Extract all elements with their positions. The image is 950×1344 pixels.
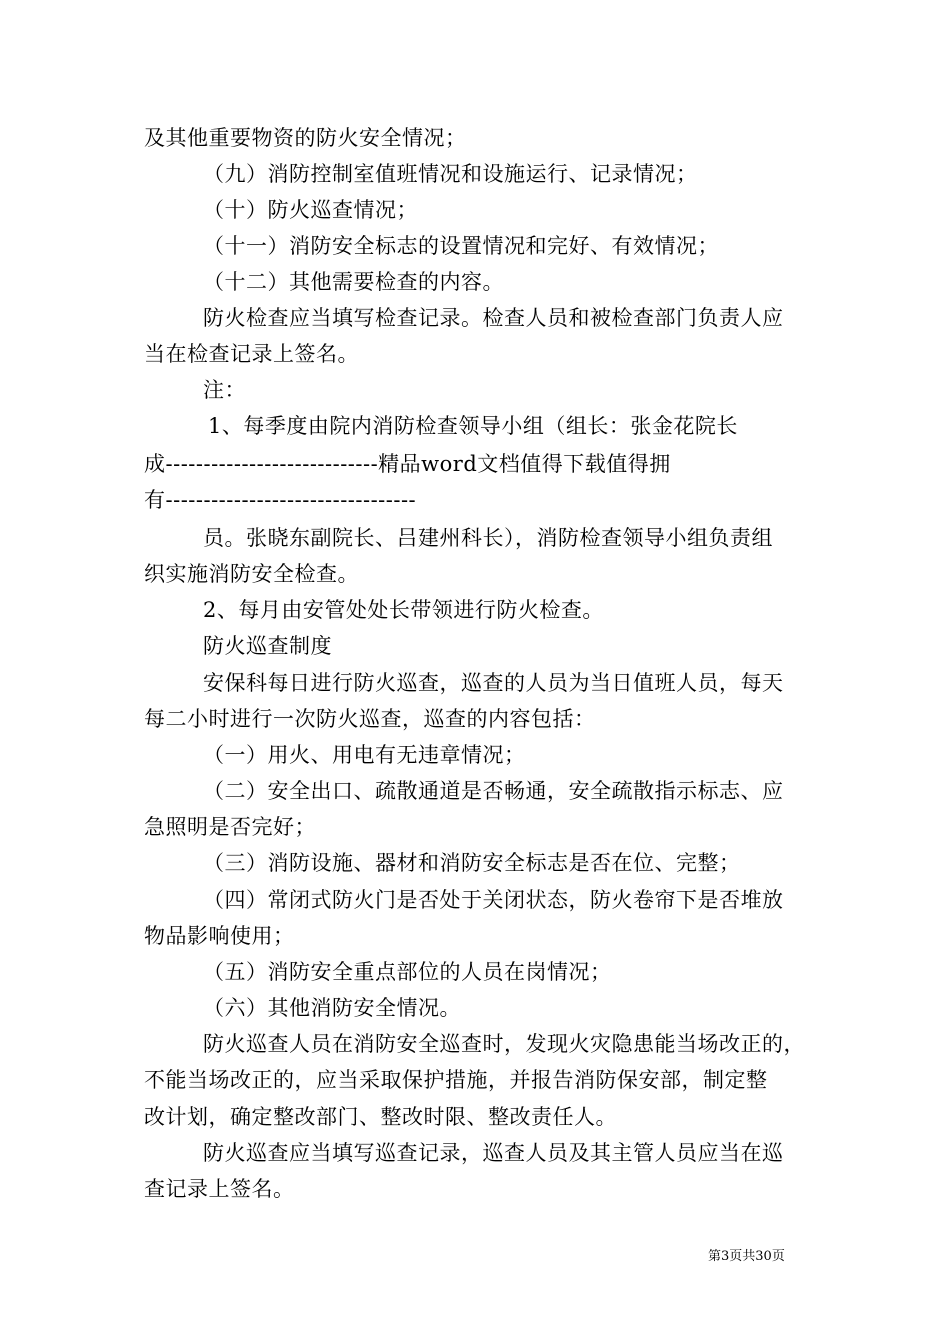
section-heading: 防火巡查制度	[203, 634, 332, 658]
text-line: （六）其他消防安全情况。	[203, 996, 461, 1020]
page-number: 第3页共30页	[708, 1249, 785, 1264]
text-line: 2、每月由安管处处长带领进行防火检查。	[203, 598, 604, 622]
text-line: 有---------------------------------	[144, 488, 417, 512]
text-line: （四）常闭式防火门是否处于关闭状态，防火卷帘下是否堆放	[203, 888, 784, 912]
text-line: （十二）其他需要检查的内容。	[203, 270, 504, 294]
text-line: 当在检查记录上签名。	[144, 342, 359, 366]
text-line: （一）用火、用电有无违章情况；	[203, 743, 526, 767]
text-line: 查记录上签名。	[144, 1177, 295, 1201]
text-line: （十一）消防安全标志的设置情况和完好、有效情况；	[203, 234, 719, 258]
text-line: 改计划，确定整改部门、整改时限、整改责任人。	[144, 1105, 617, 1129]
text-line: （三）消防设施、器材和消防安全标志是否在位、完整；	[203, 851, 741, 875]
text-line: 1、每季度由院内消防检查领导小组（组长：张金花院长	[208, 414, 738, 438]
text-line: （二）安全出口、疏散通道是否畅通，安全疏散指示标志、应	[203, 779, 784, 803]
text-line: 每二小时进行一次防火巡查，巡查的内容包括：	[144, 707, 596, 731]
text-line: 不能当场改正的，应当采取保护措施，并报告消防保安部，制定整	[144, 1068, 768, 1092]
text-line: 注：	[203, 378, 246, 402]
text-line: 及其他重要物资的防火安全情况；	[144, 126, 467, 150]
text-line: （十）防火巡查情况；	[203, 198, 418, 222]
text-line: 物品影响使用；	[144, 924, 295, 948]
text-line: （九）消防控制室值班情况和设施运行、记录情况；	[203, 162, 698, 186]
text-line: 员。张晓东副院长、吕建州科长），消防检查领导小组负责组	[203, 526, 773, 550]
text-line: 急照明是否完好；	[144, 815, 316, 839]
text-line: 防火检查应当填写检查记录。检查人员和被检查部门负责人应	[203, 306, 784, 330]
text-line: （五）消防安全重点部位的人员在岗情况；	[203, 960, 612, 984]
text-line: 防火巡查应当填写巡查记录，巡查人员及其主管人员应当在巡	[203, 1141, 784, 1165]
text-line: 安保科每日进行防火巡查，巡查的人员为当日值班人员，每天	[203, 671, 784, 695]
text-line: 织实施消防安全检查。	[144, 562, 359, 586]
text-line: 成----------------------------精品word文档值得下载值得拥	[144, 452, 671, 476]
text-line: 防火巡查人员在消防安全巡查时，发现火灾隐患能当场改正的，	[203, 1032, 805, 1056]
